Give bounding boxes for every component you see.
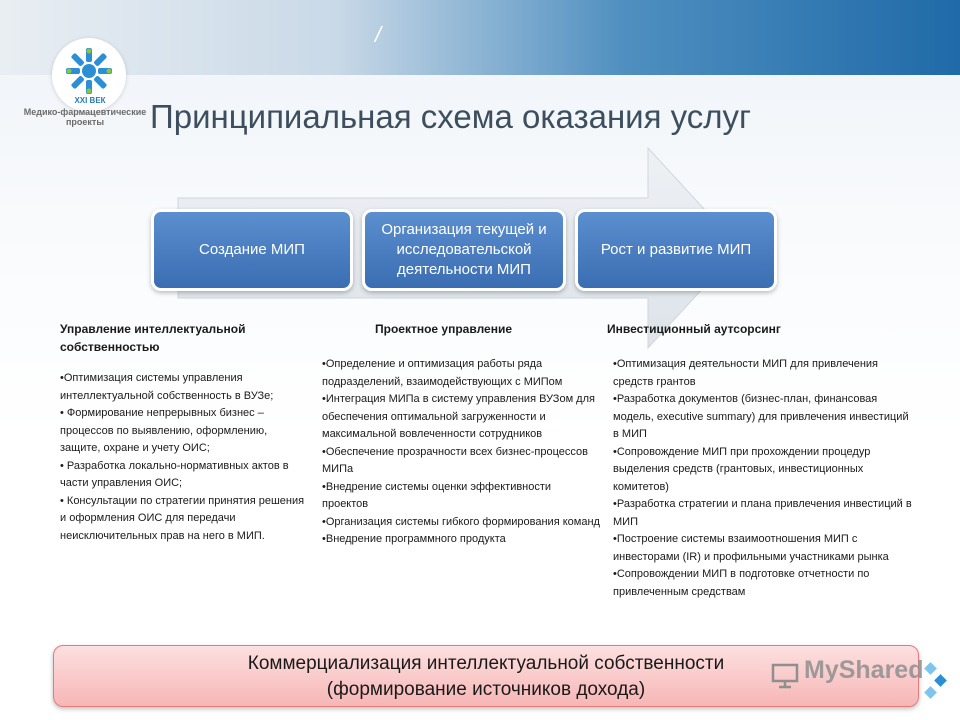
commercialization-line2: (формирование источников дохода) [326, 679, 646, 700]
list-item: • Консультации по стратегии принятия решения и оформления ОИС для передачи неисключительных прав на него в МИП. [60, 494, 305, 542]
list-item: •Внедрение системы оценки эффективности проектов [322, 480, 552, 510]
header-slash: / [375, 22, 382, 47]
list-item: • Формирование непрерывных бизнес – процессов по выявлению, оформлению, защите, охране и учету ОИС; [60, 407, 268, 454]
column-list-investment-outsourcing [613, 356, 913, 601]
list-item: • Разработка локально-нормативных актов в части управления ОИС; [60, 459, 289, 489]
stage-growth-mip: Рост и развитие МИП [575, 209, 777, 291]
list-item: •Оптимизация деятельности МИП для привлечения средств грантов [613, 358, 878, 388]
commercialization-line1: Коммерциализация интеллектуальной собственности [247, 653, 725, 674]
page-title: Принципиальная схема оказания услуг [150, 98, 752, 135]
stage-create-mip: Создание МИП [151, 209, 353, 291]
column-list-ip-management [60, 370, 305, 545]
list-item: •Определение и оптимизация работы ряда подразделений, взаимодействующих с МИПом [322, 358, 563, 388]
list-item: •Сопровождении МИП в подготовке отчетности по привлеченным средствам [613, 568, 870, 598]
column-heading-investment-outsourcing: Инвестиционный аутсорсинг [607, 322, 781, 336]
list-item: •Разработка документов (бизнес-план, финансовая модель, executive summary) для привлечения инвестиций в МИП [613, 393, 909, 440]
column-heading-ip-management: Управление интеллектуальной собственностью [60, 322, 246, 354]
list-item: •Организация системы гибкого формирования команд [322, 515, 600, 528]
stage-organize-mip: Организация текущей и исследовательской деятельности МИП [362, 209, 566, 291]
list-item: •Построение системы взаимоотношения МИП с инвесторами (IR) и профильными участниками рынка [613, 533, 889, 563]
decorative-corner-icon [922, 662, 952, 702]
column-list-project-management [322, 356, 600, 549]
list-item: •Оптимизация системы управления интеллектуальной собственность в ВУЗе; [60, 372, 274, 402]
column-heading-project-management: Проектное управление [375, 322, 513, 336]
logo-company-name: Медико-фармацевтические проекты [23, 107, 147, 127]
list-item: •Обеспечение прозрачности всех бизнес-процессов МИПа [322, 445, 588, 475]
list-item: •Разработка стратегии и плана привлечения инвестиций в МИП [613, 498, 912, 528]
list-item: •Внедрение программного продукта [322, 533, 506, 545]
list-item: •Интеграция МИПа в систему управления ВУЗом для обеспечения оптимальной загруженности и максимальной вовлеченности сотрудников [322, 393, 595, 440]
list-item: •Сопровождение МИП при прохождении процедур выделения средств (грантовых, инвестиционных комитетов) [613, 445, 871, 493]
watermark-text: MyShared [804, 656, 924, 684]
logo-year: XXI ВЕК [74, 96, 106, 105]
watermark-presentation-icon [770, 660, 800, 690]
